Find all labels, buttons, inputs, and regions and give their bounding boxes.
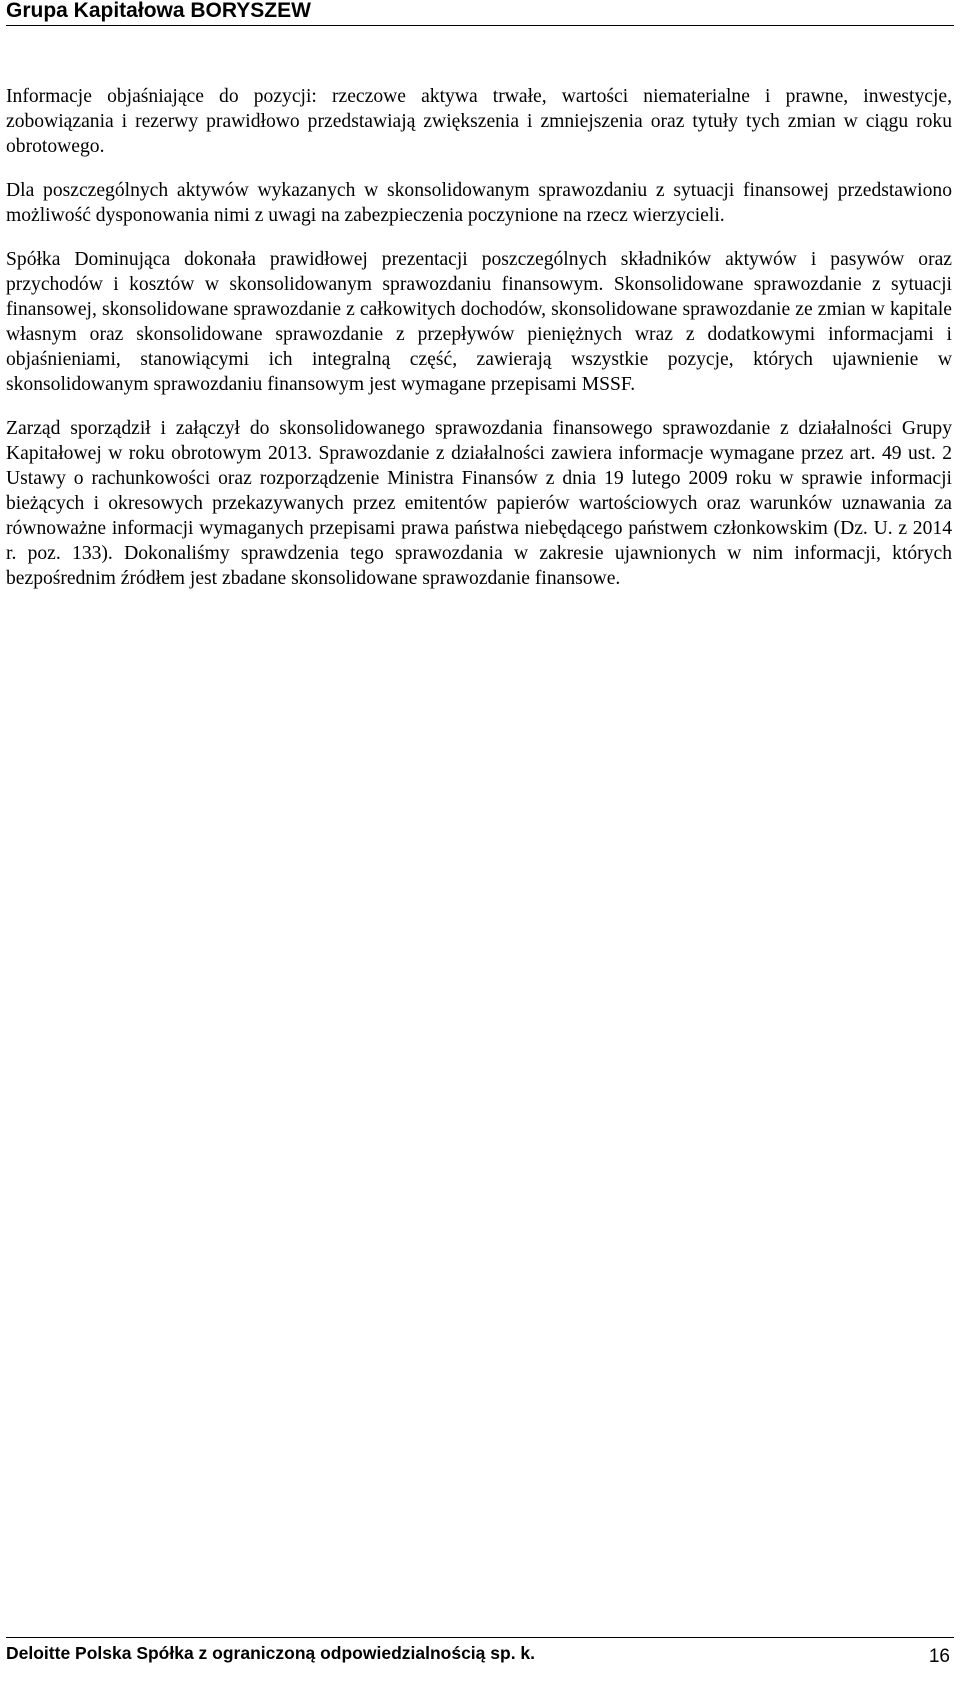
paragraph-prezentacja: Spółka Dominująca dokonała prawidłowej prezentacji poszczególnych składników aktywów i pasywów oraz przychodów i kosztów w skonsolidowanym sprawozdaniu finansowym. Skonsolidowane sprawozdanie z sytuacji finansowej, skonsolidowane sprawozdanie z całkowitych dochodów, skonsolidowane sprawozdanie ze zmian w kapitale własnym oraz skonsolidowane sprawozdanie z przepływów pieniężnych wraz z dodatkowymi informacjami i objaśnieniami, stanowiącymi ich integralną część, zawierają wszystkie pozycje, których ujawnienie w skonsolidowanym sprawozdaniu finansowym jest wymagane przepisami MSSF. bbox=[6, 249, 952, 395]
paragraph-aktywa: Dla poszczególnych aktywów wykazanych w skonsolidowanym sprawozdaniu z sytuacji finansowej przedstawiono możliwość dysponowania nimi z uwagi na zabezpieczenia poczynione na rzecz wierzycieli. bbox=[6, 180, 952, 226]
page-number: 16 bbox=[928, 1646, 950, 1667]
footer-company: Deloitte Polska Spółka z ograniczoną odpowiedzialnością sp. k. bbox=[6, 1643, 536, 1663]
header-divider bbox=[6, 25, 954, 26]
footer-divider bbox=[6, 1637, 954, 1638]
paragraph-sprawozdanie-z-dzialalnosci: Zarząd sporządził i załączył do skonsolidowanego sprawozdania finansowego sprawozdanie z działalności Grupy Kapitałowej w roku obrotowym 2013. Sprawozdanie z działalności zawiera informacje wymagane przez art. 49 ust. 2 Ustawy o rachunkowości oraz rozporządzenie Ministra Finansów z dnia 19 lutego 2009 roku w sprawie informacji bieżących i okresowych przekazywanych przez emitentów papierów wartościowych oraz warunków uznawania za równoważne informacji wymaganych przepisami prawa państwa niebędącego państwem członkowskim (Dz. U. z 2014 r. poz. 133). Dokonaliśmy sprawdzenia tego sprawozdania w zakresie ujawnionych w nim informacji, których bezpośrednim źródłem jest zbadane skonsolidowane sprawozdanie finansowe. bbox=[6, 418, 952, 589]
paragraph-informacje: Informacje objaśniające do pozycji: rzeczowe aktywa trwałe, wartości niematerialne i prawne, inwestycje, zobowiązania i rezerwy prawidłowo przedstawiają zwiększenia i zmniejszenia oraz tytuły tych zmian w ciągu roku obrotowego. bbox=[6, 86, 952, 157]
document-body bbox=[6, 84, 952, 610]
page-header bbox=[6, 0, 954, 24]
header-title: Grupa Kapitałowa BORYSZEW bbox=[6, 0, 311, 22]
